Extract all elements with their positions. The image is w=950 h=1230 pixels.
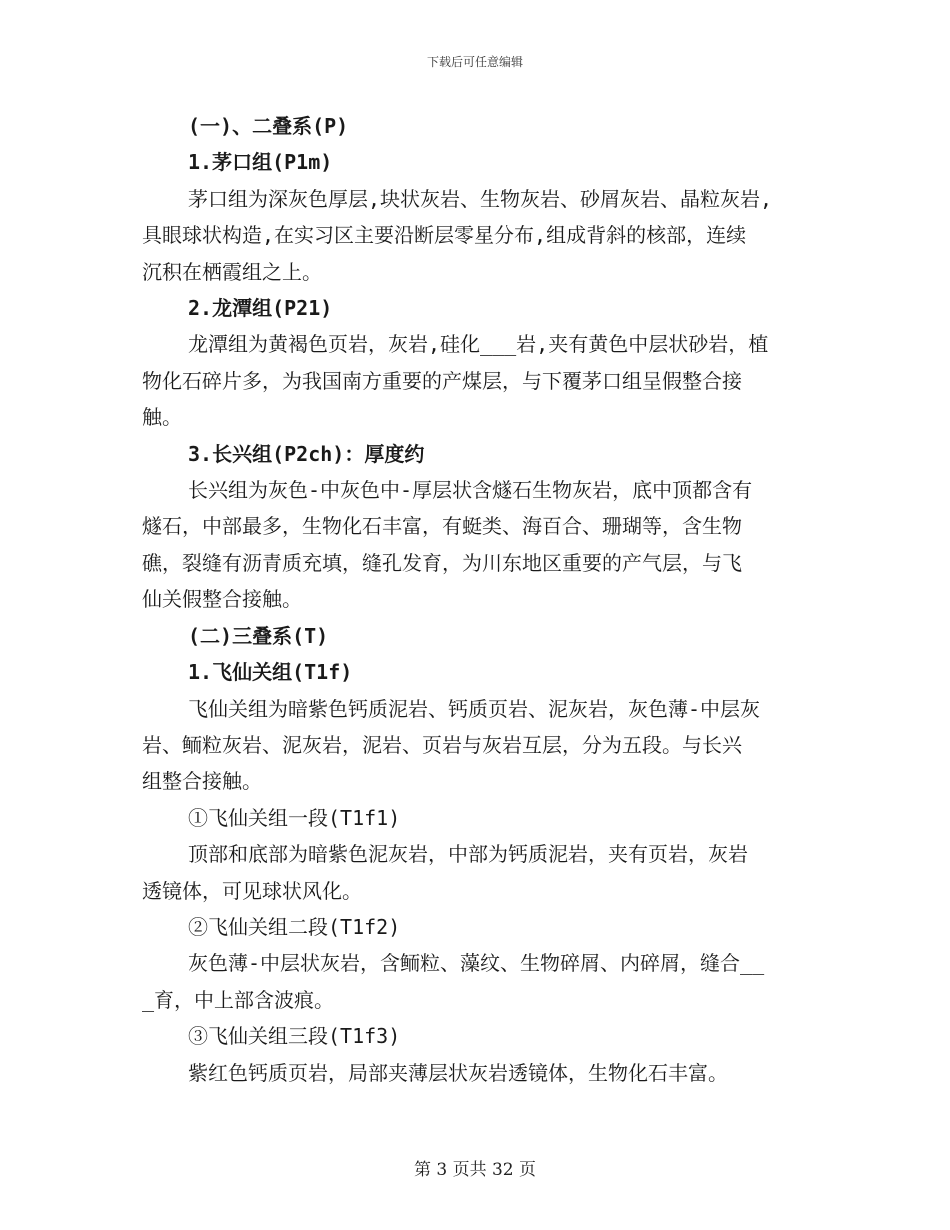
section-heading: (一)、二叠系(P) [188,114,349,138]
section-heading: (二)三叠系(T) [188,623,329,648]
document-body [142,108,822,1091]
paragraph-line: 长兴组为灰色-中灰色中-厚层状含燧石生物灰岩，底中顶都含有 [188,478,753,503]
paragraph-line: 灰色薄-中层状灰岩，含鲕粒、藻纹、生物碎屑、内碎屑，缝合__ [188,951,765,976]
paragraph-line: ①飞仙关组一段(T1f1) [188,805,401,830]
paragraph-line: 紫红色钙质页岩，局部夹薄层状灰岩透镜体，生物化石丰富。 [188,1060,728,1085]
paragraph-line: 具眼球状构造,在实习区主要沿断层零星分布,组成背斜的核部，连续 [142,223,747,248]
page-footer: 第 3 页共 32 页 [413,1160,537,1180]
paragraph-line: 触。 [142,405,182,430]
paragraph-line: ③飞仙关组三段(T1f3) [188,1024,401,1049]
section-heading: 1.茅口组(P1m) [188,150,333,175]
section-heading: 3.长兴组(P2ch)：厚度约 [188,441,425,466]
paragraph-line: 仙关假整合接触。 [142,587,302,612]
paragraph-line: 茅口组为深灰色厚层,块状灰岩、生物灰岩、砂屑灰岩、晶粒灰岩, [188,186,773,211]
paragraph-line: 龙潭组为黄褐色页岩，灰岩,硅化___岩,夹有黄色中层状砂岩，植 [188,332,769,357]
paragraph-line: 顶部和底部为暗紫色泥灰岩，中部为钙质泥岩，夹有页岩，灰岩 [188,842,748,867]
paragraph-line: 物化石碎片多，为我国南方重要的产煤层，与下覆茅口组呈假整合接 [142,368,742,393]
paragraph-line: _育，中上部含波痕。 [142,987,335,1012]
paragraph-line: 礁，裂缝有沥青质充填，缝孔发育，为川东地区重要的产气层，与飞 [142,550,742,575]
paragraph-line: 沉积在栖霞组之上。 [142,259,322,284]
paragraph-line: 岩、鲕粒灰岩、泥灰岩，泥岩、页岩与灰岩互层，分为五段。与长兴 [142,732,742,757]
paragraph-line: 组整合接触。 [142,769,262,794]
paragraph-line: 燧石，中部最多，生物化石丰富，有蜓类、海百合、珊瑚等，含生物 [142,514,742,539]
paragraph-line: 透镜体，可见球状风化。 [142,878,362,903]
page-header: 下载后可任意编辑 [426,55,523,69]
paragraph-line: ②飞仙关组二段(T1f2) [188,914,401,939]
section-heading: 2.龙潭组(P21) [188,296,333,321]
paragraph-line: 飞仙关组为暗紫色钙质泥岩、钙质页岩、泥灰岩，灰色薄-中层灰 [188,696,761,721]
section-heading: 1.飞仙关组(T1f) [188,660,353,685]
